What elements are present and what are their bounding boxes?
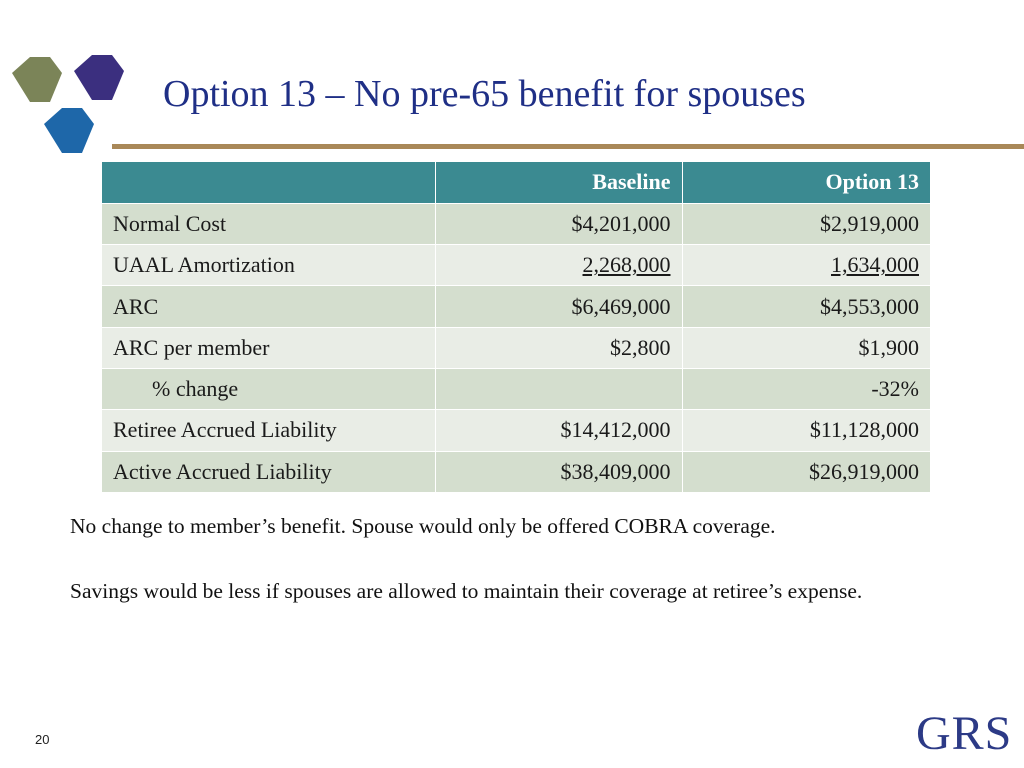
option-value-text: 1,634,000 (831, 252, 919, 278)
option-value: -32% (682, 368, 930, 409)
row-label: Retiree Accrued Liability (102, 410, 435, 451)
slide-title: Option 13 – No pre-65 benefit for spouses (163, 73, 806, 115)
table-row (102, 410, 930, 451)
baseline-value: $4,201,000 (435, 203, 682, 244)
row-label: ARC (102, 286, 435, 327)
table-header-row (102, 162, 930, 203)
row-label: Normal Cost (102, 203, 435, 244)
option-value: $26,919,000 (682, 451, 930, 492)
table-row (102, 286, 930, 327)
table-row (102, 203, 930, 244)
baseline-value: $38,409,000 (435, 451, 682, 492)
table-row (102, 327, 930, 368)
header-baseline: Baseline (435, 162, 682, 203)
row-label: % change (102, 368, 435, 409)
bullet-text: No change to member’s benefit. Spouse would only be offered COBRA coverage. (70, 514, 776, 538)
bullet-text: Savings would be less if spouses are allowed to maintain their coverage at retiree’s expense. (70, 579, 863, 603)
option-value: $4,553,000 (682, 286, 930, 327)
table-row (102, 368, 930, 409)
baseline-value (435, 245, 682, 286)
grs-logo: GRS (916, 707, 1013, 760)
row-label: Active Accrued Liability (102, 451, 435, 492)
comparison-table (102, 162, 930, 492)
baseline-value (435, 368, 682, 409)
option-value: $11,128,000 (682, 410, 930, 451)
slide-number: 20 (35, 732, 50, 747)
baseline-value: $6,469,000 (435, 286, 682, 327)
hexagon-logo-icon (8, 46, 148, 170)
header-label-cell (102, 162, 435, 203)
option-value (682, 245, 930, 286)
baseline-value-text: 2,268,000 (582, 252, 671, 278)
blue-hexagon (44, 108, 94, 153)
option-value: $2,919,000 (682, 203, 930, 244)
option-value: $1,900 (682, 327, 930, 368)
baseline-value: $14,412,000 (435, 410, 682, 451)
row-label: UAAL Amortization (102, 245, 435, 286)
table-row (102, 451, 930, 492)
table-row (102, 245, 930, 286)
header-option-13: Option 13 (682, 162, 930, 203)
baseline-value: $2,800 (435, 327, 682, 368)
title-divider (112, 144, 1024, 149)
purple-hexagon (74, 55, 124, 100)
row-label: ARC per member (102, 327, 435, 368)
olive-hexagon (12, 57, 62, 102)
